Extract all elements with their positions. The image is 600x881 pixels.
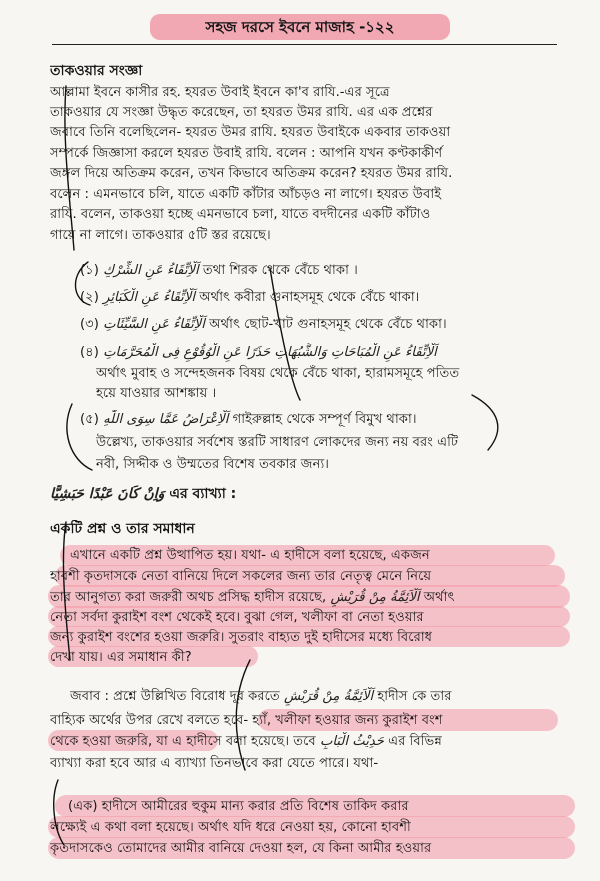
pen-stroke	[270, 268, 300, 400]
line-text: তার আনুগত্য করা জরুরী অথচ প্রসিদ্ধ হাদীস রয়েছে,	[50, 590, 327, 605]
level-continuation: উল্লেখ্য, তাকওয়ার সর্বশেষ স্তরটি সাধারণ লোকদের জন্য নয় বরং এটি	[96, 435, 459, 450]
line-text: হাদীস কে তার	[377, 689, 452, 704]
line-text: থেকে হওয়া জরুরি, যা এ হাদীসে বলা হয়েছে। তবে	[50, 734, 316, 749]
line-text: এর বিভিন্ন	[388, 734, 442, 749]
line-text: জবাব : প্রশ্নে উল্লিখিত বিরোধ দূর করতে	[70, 689, 280, 704]
arabic-phrase: اَلْاِعْرَاضُ عَمَّا سِوَى اللّٰهِ	[103, 412, 229, 427]
paragraph-line: জঙ্গল দিয়ে অতিক্রম করেন, তখন কিভাবে অতিক্রম করেন? হযরত উমর রাযি.	[50, 166, 453, 181]
level-number: (৪)	[80, 345, 99, 360]
level-continuation: হয়ে যাওয়ার আশঙ্কায় ।	[96, 386, 217, 401]
paragraph-line: রাযি. বলেন, তাকওয়া হচ্ছে এমনভাবে চলা, যাতে বদদীনের একটি কাঁটাও	[50, 207, 431, 222]
arabic-phrase: وَاِنْ كَانَ عَبْدًا حَبَشِيًّا	[50, 486, 165, 502]
level-continuation: নবী, সিদ্দীক ও উম্মতের বিশেষ তবকার জন্য।	[96, 457, 330, 472]
level-number: (৫)	[80, 412, 99, 427]
paragraph-line: এখানে একটি প্রশ্ন উত্থাপিত হয়। যথা- এ হাদীসে বলা হয়েছে, একজন	[70, 548, 430, 563]
level-number: (২)	[80, 290, 99, 305]
paragraph-line: ব্যাখ্যা করা হবে আর এ ব্যাখ্যা তিনভাবে করা যেতে পারে। যথা-	[50, 756, 379, 771]
paragraph-line: কৃতদাসকেও তোমাদের আমীর বানিয়ে দেওয়া হল, যে কিনা আমীর হওয়ার	[50, 841, 432, 856]
paragraph-line: জবাবে তিনি বলেছিলেন- হযরত উমর রাযি. হযরত উবাইকে একবার তাকওয়া	[50, 125, 451, 140]
paragraph-line: বলেন : এমনভাবে চলি, যাতে একটি কাঁটার আঁচড়ও না লাগে। হযরত উবাই	[50, 187, 442, 202]
paragraph-line: (এক) হাদীসে আমীরের হুকুম মান্য করার প্রতি বিশেষ তাকিদ করার	[68, 799, 409, 814]
section-heading-question: একটি প্রশ্ন ও তার সমাধান	[50, 521, 195, 537]
arabic-phrase: اَلْاِتِّقَاءُ عَنِ السَّيِّئَاتِ	[103, 317, 205, 332]
paragraph-line: তাকওয়ার যে সংজ্ঞা উদ্ধৃত করেছেন, তা হযরত উমর রাযি. এর এক প্রশ্নের	[50, 105, 433, 120]
arabic-phrase: حَدِيْثُ الْبَابِ	[319, 734, 384, 749]
level-continuation: অর্থাৎ মুবাহ ও সন্দেহজনক বিষয় থেকে বেঁচে থাকা, হারামসমূহে পতিত	[96, 366, 460, 381]
pen-stroke	[472, 395, 498, 450]
pen-stroke	[54, 780, 64, 845]
arabic-phrase: اَلْاَئِمَّةُ مِنْ قُرَيْشٍ	[330, 590, 420, 605]
paragraph-line: সম্পর্কে জিজ্ঞাসা করলে হযরত উবাই রাযি. বলেন : আপনি যখন কণ্টকাকীর্ণ	[50, 146, 443, 161]
arabic-phrase: اَلْاَئِمَّةُ مِنْ قُرَيْشٍ	[284, 689, 374, 704]
pen-stroke	[67, 404, 92, 470]
arabic-phrase: اَلْاِتِّقَاءُ عَنِ الْمُبَاحَاتِ وَالشُّبُهَاتِ حَذَرًا عَنِ الْوُقُوْعِ فِى الْمُحَرَّمَاتِ	[103, 345, 437, 360]
paragraph-line: বাহ্যিক অর্থের উপর রেখে বলতে হবে- হ্যাঁ, খলীফা হওয়ার জন্য কুরাইশ বংশ	[50, 713, 443, 728]
level-number: (১)	[80, 263, 99, 278]
line-text: অর্থাৎ	[423, 590, 455, 605]
level-text: গাইরুল্লাহ থেকে সম্পূর্ণ বিমুখ থাকা।	[232, 412, 417, 427]
paragraph-line: লক্ষ্যেই এ কথা বলা হয়েছে। অর্থাৎ যদি ধরে নেওয়া হয়, কোনো হাবশী	[50, 820, 411, 835]
arabic-phrase: اَلْاِتِّقَاءُ عَنِ الشِّرْكِ	[103, 263, 199, 278]
paragraph-line: দেখা যায়। এর সমাধান কী?	[50, 650, 192, 665]
level-number: (৩)	[80, 317, 99, 332]
paragraph-line: নেতা সর্বদা কুরাইশ বংশ থেকেই হবে। বুঝা গেল, খলীফা বা নেতা হওয়ার	[50, 610, 424, 625]
pen-stroke	[65, 86, 74, 250]
paragraph-line: জন্য কুরাইশ বংশের হওয়া জরুরি। সুতরাং বাহ্যত দুই হাদীসের মধ্যে বিরোধ	[50, 630, 433, 645]
pen-stroke	[236, 660, 250, 770]
heading-suffix: এর ব্যাখ্যা :	[169, 486, 237, 502]
arabic-phrase: اَلْاِتِّقَاءُ عَنِ الْكَبَائِرِ	[103, 290, 196, 305]
paragraph-line: আল্লামা ইবনে কাসীর রহ. হযরত উবাই ইবনে কা'ব রাযি.-এর সূত্রে	[50, 85, 390, 100]
pen-stroke	[63, 522, 70, 660]
page-header: সহজ দরসে ইবনে মাজাহ -১২২	[150, 14, 450, 40]
pen-stroke	[75, 262, 90, 305]
paragraph-line: গায়ে না লাগে। তাকওয়ার ৫টি স্তর রয়েছে।	[50, 228, 271, 243]
level-text: তথা শিরক থেকে বেঁচে থাকা ।	[202, 263, 358, 278]
section-heading-taqwa: তাকওয়ার সংজ্ঞা	[50, 63, 143, 79]
paragraph-line: হাবশী কৃতদাসকে নেতা বানিয়ে দিলে সকলের জন্য তার নেতৃত্ব মেনে নিয়ে	[50, 569, 432, 584]
level-text: অর্থাৎ ছোট-খাট গুনাহসমূহ থেকে বেঁচে থাকা।	[209, 317, 447, 332]
level-text: অর্থাৎ কবীরা গুনাহসমূহ থেকে বেঁচে থাকা।	[199, 290, 420, 305]
